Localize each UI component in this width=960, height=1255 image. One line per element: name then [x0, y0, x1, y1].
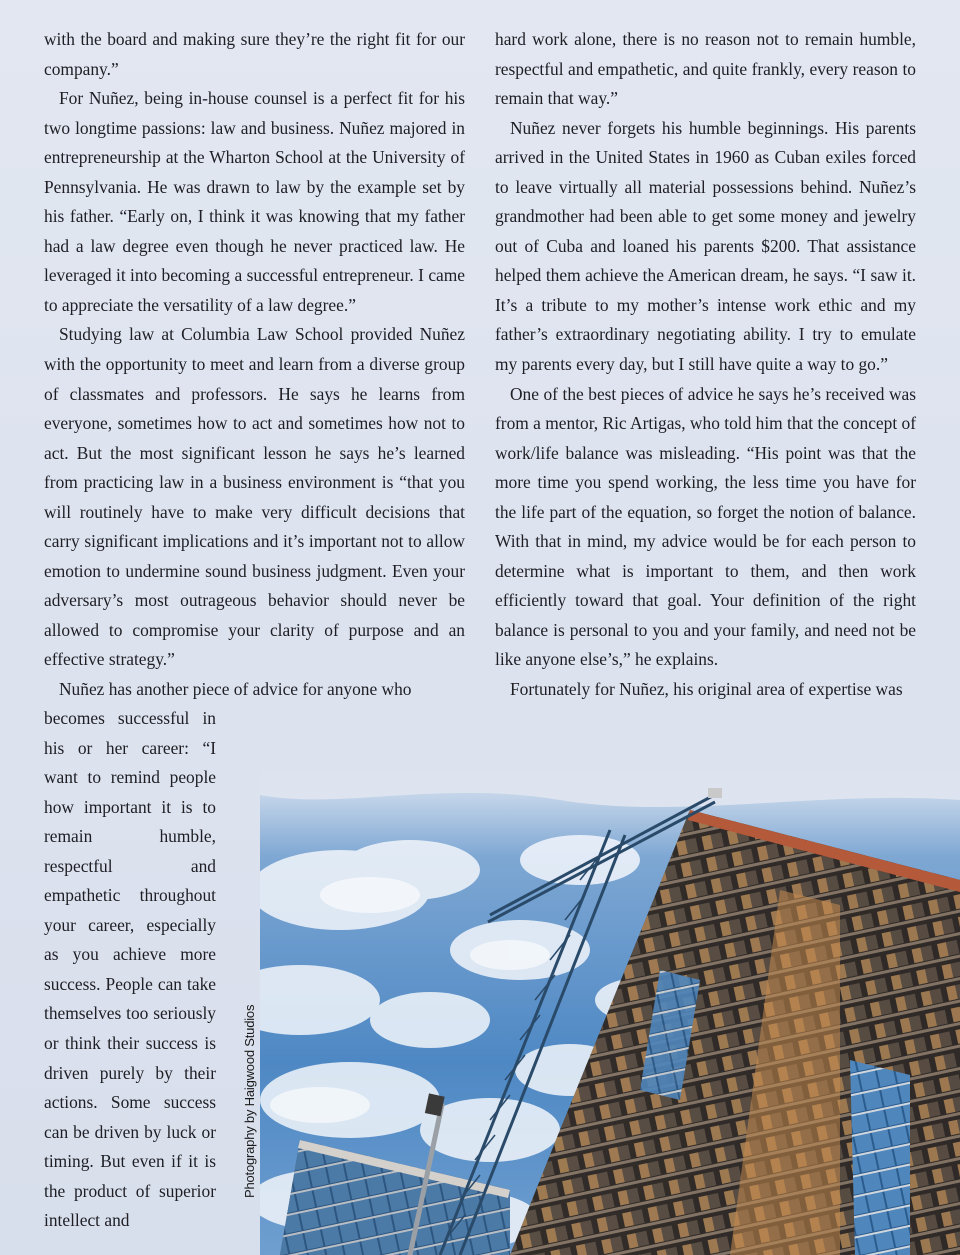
article-narrow-column [44, 704, 216, 1236]
paragraph: Studying law at Columbia Law School provided Nuñez with the opportunity to meet and learn from a diverse group of classmates and professors. He says he learns from everyone, sometimes how to act and sometimes how not to act. But the most significant lesson he says he’s learned from practicing law in a business environment is “that you will routinely have to make very difficult decisions that carry significant implications and it’s important not to allow emotion to undermine sound business judgment. Even your adversary’s most outrageous behavior should never be allowed to compromise your clarity of purpose and an effective strategy.” [44, 324, 465, 670]
paragraph: Nuñez has another piece of advice for anyone who [59, 679, 412, 700]
paragraph: becomes successful in his or her career: “I want to remind people how important it is to remain humble, respectful and empathetic throughout your career, especially as you achieve more success. People can take themselves too seriously or think their success is driven purely by their actions. Some success can be driven by luck or timing. But even if it is the product of superior intellect and [44, 708, 216, 1231]
paragraph: For Nuñez, being in-house counsel is a perfect fit for his two longtime passions: law and business. Nuñez majored in entrepreneurship at the Wharton School at the University of Pennsylvania. He was drawn to law by the example set by his father. “Early on, I think it was knowing that my father had a law degree even though he never practiced law. He leveraged it into becoming a successful entrepreneur. I came to appreciate the versatility of a law degree.” [44, 88, 465, 315]
paragraph: hard work alone, there is no reason not to remain humble, respectful and empathetic, and quite frankly, every reason to remain that way.” [495, 29, 916, 109]
photo-credit: Photography by Haigwood Studios [242, 1004, 257, 1198]
article-right-column [495, 25, 916, 705]
building-photo [260, 770, 960, 1255]
paragraph: Fortunately for Nuñez, his original area of expertise was [510, 679, 903, 700]
paragraph: Nuñez never forgets his humble beginnings. His parents arrived in the United States in 1960 as Cuban exiles forced to leave virtually all material possessions behind. Nuñez’s grandmother had been able to get some money and jewelry out of Cuba and loaned his parents $200. That assistance helped them achieve the American dream, he says. “I saw it. It’s a tribute to my mother’s intense work ethic and my father’s extraordinary negotiating ability. I try to emulate my parents every day, but I still have quite a way to go.” [495, 117, 916, 375]
article-left-column [44, 25, 465, 705]
paragraph: One of the best pieces of advice he says he’s received was from a mentor, Ric Artigas, who told him that the concept of work/life balance was misleading. “His point was that the more time you spend working, the less time you have for the life part of the equation, so forget the notion of balance. With that in mind, my advice would be for each person to determine what is important to them, and then work efficiently toward that goal. Your definition of the right balance is personal to you and your family, and need not be like anyone else’s,” he explains. [495, 383, 916, 670]
paragraph: with the board and making sure they’re the right fit for our company.” [44, 29, 465, 79]
